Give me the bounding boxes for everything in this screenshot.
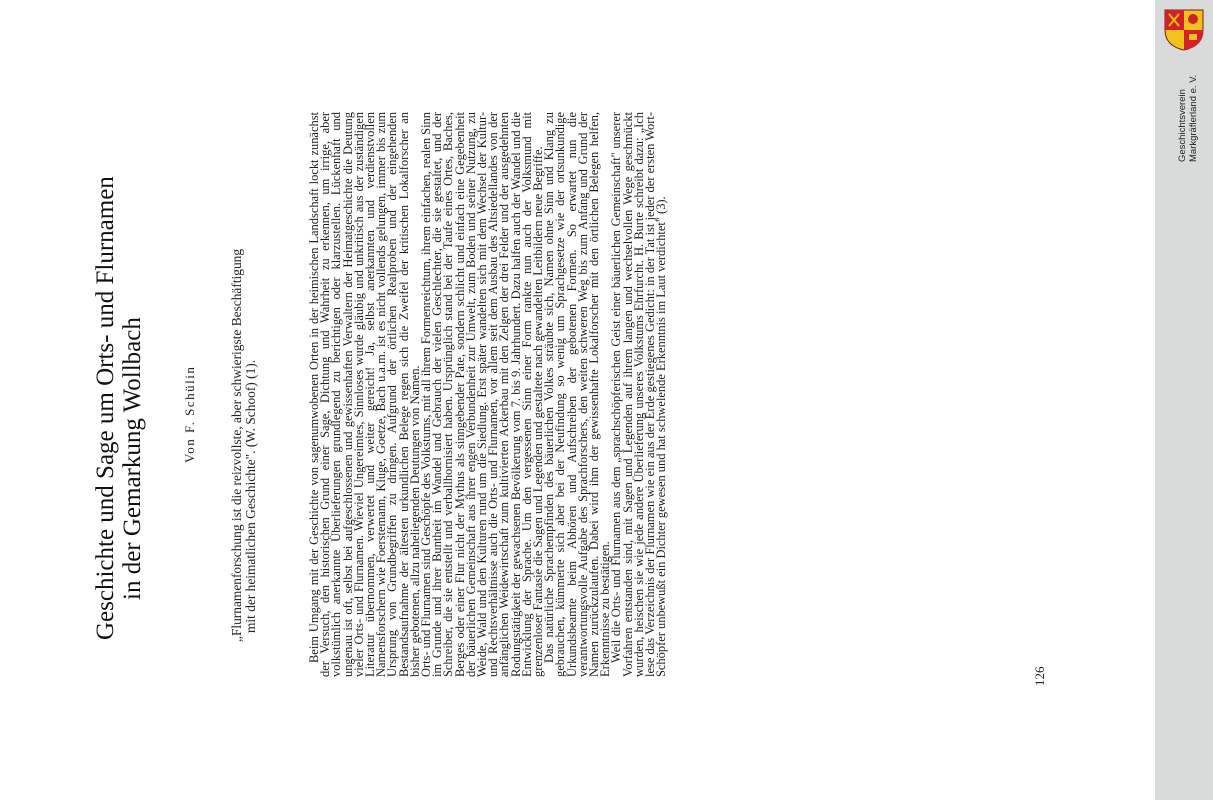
paragraph-3: Das natürliche Sprachempfinden des bäuerlichen Volkes sträubte sich, Namen ohne Sinn und Klang zu gebrauchen, kümmerte sich aber bei der Neufindung so wenig um Sprachgesetze wie der ortsunkundige Urkundsbeamte beim Abhören und Aufschreiben der gebotenen Formen. So erwartet nun die verantwortungsvolle Aufgabe des Sprachforschers, den weiten schweren Weg bis zum Anfang und Grund der Namen zurückzulaufen. Dabei wird ihm der gewissenhafte Lokalforscher mit den örtlichen Belegen helfen, Erkenntnisse zu bestätigen. xyxy=(542,112,613,677)
title-line-1: Geschichte und Sage um Orts- und Flurnamen xyxy=(92,176,119,640)
society-name xyxy=(1177,75,1199,162)
article-title xyxy=(92,176,146,640)
article-body xyxy=(309,112,668,677)
epigraph xyxy=(230,249,257,642)
society-name-line-2: Markgräflerland e. V. xyxy=(1188,74,1199,162)
epigraph-line-1: „Flurnamenforschung ist die reizvollste, aber schwierigste Beschäftigung xyxy=(229,248,244,642)
paragraph-4: Weil die Orts- und Flurnamen aus dem „sprachschöpferischen Geist einer bäuerlichen Gemeinschaft" unserer Vorfahren entstanden sind, mit Sagen und Legenden auf ihrem langen und wechselvollen Wege geschmückt wurden, heischen sie wie jede andere Überlieferung unseres Volkstums Ehrfurcht. H. Burte schreibt dazu: „Ich lese das Verzeichnis der Flurnamen wie ein aus der Erde gestiegenes Gedicht: in der Tat ist jeder der ersten Wort-Schöpfer unbewußt ein Dichter gewesen und hat schwelende Erkenntnis im Laut verdichtet" (3). xyxy=(609,112,669,677)
society-name-line-1: Geschichtsverein xyxy=(1177,89,1188,162)
page-number: 126 xyxy=(1032,666,1047,686)
author-byline: Von F. Schülin xyxy=(182,365,197,463)
epigraph-line-2: mit der heimatlichen Geschichte". (W. Schoof) (1). xyxy=(242,359,258,633)
title-line-2: in der Gemarkung Wollbach xyxy=(119,317,146,600)
coat-of-arms-icon xyxy=(1161,6,1207,52)
society-sidebar xyxy=(1155,0,1213,800)
paragraph-2: Orts- und Flurnamen sind Geschöpfe des Volkstums, mit all ihrem Formenreichtum, ihrem einfachen, realen Sinn im Grunde und ihrer Buntheit im Wandel und Gebrauch der vielen Geschlechter, die sie gestaltet, und der Schreiber, die sie entstellt und verballhornisiert haben. Ursprünglich stand bei der Taufe eines Ortes, Baches, Berges oder einer Flur nicht der Mythus als sinngebender Pate, sondern schlicht und einfach eine Gegebenheit der bäuerlichen Gemeinschaft aus ihrer engen Verbundenheit zur Umwelt, zum Boden und seiner Nutzung, zu Weide, Wald und den Kulturen rund um die Siedlung. Erst später wandelten sich mit dem Wechsel der Kultur- und Rechtsverhältnisse auch die Orts- und Flurnamen, vor allem seit dem Ausbau des Altsiedellandes von der anfänglichen Weidewirtschaft zum kultivierten Ackerbau mit den Zelgen der drei Felder und der ausgedehnten Rodungstätigkeit der gewachsenen Bevölkerung vom 7. bis 9. Jahrhundert. Dazu halfen auch der Wandel und die Entwicklung der Sprache. Um den vergessenen Sinn einer Form rankte nun auch der Volksmund mit grenzenloser Fantasie die Sagen und Legenden und gestaltete nach gewandelten Leitbildern neue Begriffe. xyxy=(419,112,546,677)
paragraph-1: Beim Umgang mit der Geschichte von sagenumwobenen Orten in der heimischen Landschaft lockt zunächst der Versuch, den historischen Grund einer Sage, Dichtung und Wahrheit zu erkennen, um irrige, aber volkstümlich anerkannte Überlieferungen grundlegend zu berichtigen oder klarzustellen. Lückenhaft und ungenau ist oft, selbst bei aufgeschlossenen und gewissenhaften Verwaltern der Heimatgeschichte die Deutung vieler Orts- und Flurnamen. Wieviel Ungereimtes, Sinnloses wurde gläubig und unkritisch aus der zuständigen Literatur übernommen, verwertet und weiter gereicht! Ja, selbst anerkannten und verdienstvollen Namensforschern wie Foerstemann, Kluge, Goetze, Bach u.a.m. ist es nicht vollends gelungen, immer bis zum Ursprung von Grundbegriffen zu dringen. Aufgrund der örtlichen Realproben und der eingehenden Bestandsaufnahme der ältesten urkundlichen Belege regen sich die Zweifel der kritischen Lokalforscher an bisher gebotenen, allzu naheliegenden Deutungen von Namen. xyxy=(307,112,422,677)
